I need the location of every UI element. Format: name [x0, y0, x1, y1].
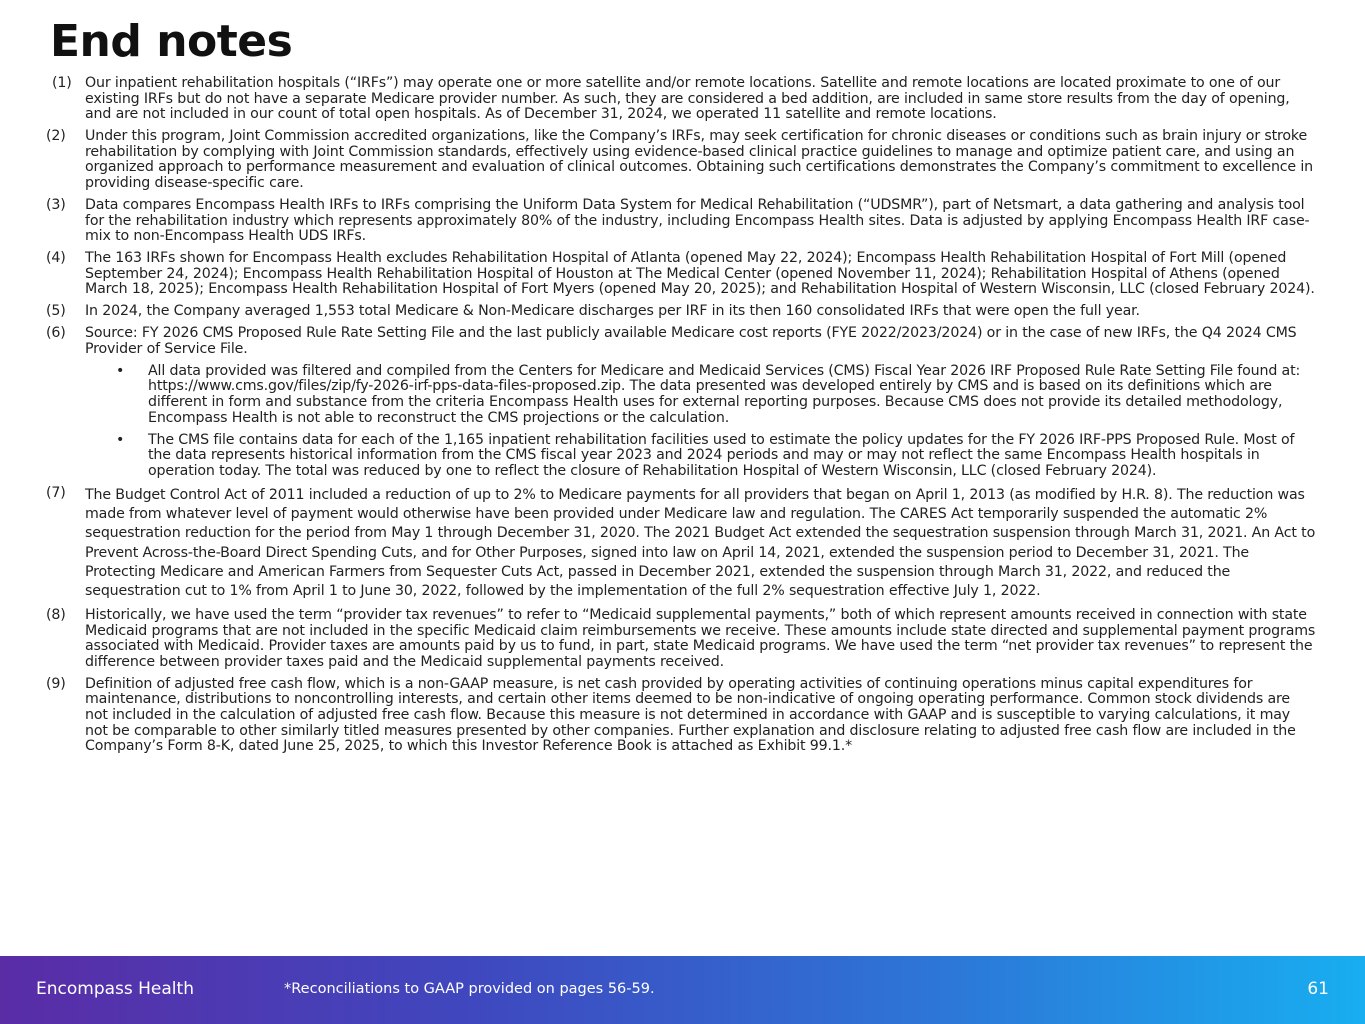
- footer-bar: [0, 956, 1365, 1024]
- note-number: (1): [52, 75, 72, 91]
- note-number: (3): [46, 196, 66, 213]
- page-title: End notes: [50, 16, 293, 67]
- note-9: [44, 677, 1316, 755]
- note-text: Under this program, Joint Commission accredited organizations, like the Company’s IRFs, may seek certification for chronic diseases or conditions such as brain injury or stroke rehabilitation by complying with Joint Commission standards, effectively using evidence-based clinical practice guidelines to manage and optimize patient care, and using an organized approach to performance measurement and evaluation of clinical outcomes. Obtaining such certifications demonstrates the Company’s commitment to excellence in providing disease-specific care.: [85, 128, 1314, 191]
- note-1: [44, 76, 1316, 123]
- note-number: (6): [46, 325, 66, 342]
- bullet-item: [112, 433, 1316, 480]
- note-number: (2): [46, 128, 66, 145]
- note-text: Our inpatient rehabilitation hospitals (“IRFs”) may operate one or more satellite and/or remote locations. Satellite and remote locations are located proximate to one of our existing IRFs but do not have a separate Medicare provider number. As such, they are considered a bed addition, are included in same store results from the day of opening, and are not included in our count of total open hospitals. As of December 31, 2024, we operated 11 satellite and remote locations.: [85, 75, 1290, 123]
- note-text: The Budget Control Act of 2011 included a reduction of up to 2% to Medicare payments for all providers that began on April 1, 2013 (as modified by H.R. 8). The reduction was made from whatever level of payment would otherwise have been provided under Medicare law and regulation. The CARES Act temporarily suspended the automatic 2% sequestration reduction for the period from May 1 through December 31, 2020. The 2021 Budget Act extended the sequestration suspension through March 31, 2021. An Act to Prevent Across-the-Board Direct Spending Cuts, and for Other Purposes, signed into law on April 14, 2021, extended the suspension period to December 31, 2021. The Protecting Medicare and American Farmers from Sequester Cuts Act, passed in December 2021, extended the suspension through March 31, 2022, and reduced the sequestration cut to 1% from April 1 to June 30, 2022, followed by the implementation of the full 2% sequestration effective July 1, 2022.: [85, 486, 1316, 600]
- note-text: Data compares Encompass Health IRFs to IRFs comprising the Uniform Data System for Medical Rehabilitation (“UDSMR”), part of Netsmart, a data gathering and analysis tool for the rehabilitation industry which represents approximately 80% of the industry, including Encompass Health sites. Data is adjusted by applying Encompass Health IRF case-mix to non-Encompass Health UDS IRFs.: [85, 196, 1310, 245]
- note-number: (7): [46, 484, 66, 501]
- note-2: [44, 129, 1316, 191]
- note-number: (4): [46, 250, 66, 267]
- note-6-bullet-list: [44, 364, 1316, 480]
- note-4: [44, 251, 1316, 298]
- note-8: [44, 608, 1316, 670]
- bullet-text: All data provided was filtered and compiled from the Centers for Medicare and Medicaid Services (CMS) Fiscal Year 2026 IRF Proposed Rule Rate Setting File found at: https://www.cms.gov/files/zip/fy-2026-irf-pps-data-files-proposed.zip. The data presented was developed entirely by CMS and is based on its definitions which are different in form and substance from the criteria Encompass Health uses for external reporting purposes. Because CMS does not provide its detailed methodology, Encompass Health is not able to reconstruct the CMS projections or the calculation.: [148, 362, 1301, 426]
- end-notes-list: [44, 76, 1316, 761]
- note-6: [44, 326, 1316, 357]
- note-5: [44, 304, 1316, 320]
- note-3: [44, 198, 1316, 245]
- bullet-item: [112, 364, 1316, 426]
- note-7: [44, 486, 1316, 602]
- note-text: The 163 IRFs shown for Encompass Health excludes Rehabilitation Hospital of Atlanta (opened May 22, 2024); Encompass Health Rehabilitation Hospital of Fort Mill (opened September 24, 2024); Encompass Health Rehabilitation Hospital of Houston at The Medical Center (opened November 11, 2024); Rehabilitation Hospital of Athens (opened March 18, 2025); Encompass Health Rehabilitation Hospital of Fort Myers (opened May 20, 2025); and Rehabilitation Hospital of Western Wisconsin, LLC (closed February 2024).: [85, 250, 1315, 298]
- bullet-icon: •: [116, 362, 125, 379]
- page-number: 61: [1307, 979, 1329, 999]
- bullet-text: The CMS file contains data for each of the 1,165 inpatient rehabilitation facilities used to estimate the policy updates for the FY 2026 IRF-PPS Proposed Rule. Most of the data represents historical information from the CMS fiscal year 2023 and 2024 periods and may or may not reflect the same Encompass Health hospitals in operation today. The total was reduced by one to reflect the closure of Rehabilitation Hospital of Western Wisconsin, LLC (closed February 2024).: [148, 431, 1295, 479]
- note-number: (9): [46, 675, 66, 692]
- note-text: Source: FY 2026 CMS Proposed Rule Rate Setting File and the last publicly available Medicare cost reports (FYE 2022/2023/2024) or in the case of new IRFs, the Q4 2024 CMS Provider of Service File.: [85, 325, 1297, 357]
- note-text: Historically, we have used the term “provider tax revenues” to refer to “Medicaid supplemental payments,” both of which represent amounts received in connection with state Medicaid programs that are not included in the specific Medicaid claim reimbursements we receive. These amounts include state directed and supplemental payment programs associated with Medicaid. Provider taxes are amounts paid by us to fund, in part, state Medicaid programs. We have used the term “net provider tax revenues” to represent the difference between provider taxes paid and the Medicaid supplemental payments received.: [85, 606, 1316, 670]
- note-text: In 2024, the Company averaged 1,553 total Medicare & Non-Medicare discharges per IRF in its then 160 consolidated IRFs that were open the full year.: [85, 303, 1140, 320]
- note-number: (5): [46, 303, 66, 320]
- note-text: Definition of adjusted free cash flow, which is a non-GAAP measure, is net cash provided by operating activities of continuing operations minus capital expenditures for maintenance, distributions to noncontrolling interests, and certain other items deemed to be non-indicative of ongoing operating performance. Common stock dividends are not included in the calculation of adjusted free cash flow. Because this measure is not determined in accordance with GAAP and is susceptible to varying calculations, it may not be comparable to other similarly titled measures presented by other companies. Further explanation and disclosure relating to adjusted free cash flow are included in the Company’s Form 8-K, dated June 25, 2025, to which this Investor Reference Book is attached as Exhibit 99.1.*: [85, 675, 1296, 755]
- note-number: (8): [46, 606, 66, 623]
- bullet-icon: •: [116, 431, 125, 448]
- gaap-footnote: *Reconciliations to GAAP provided on pages 56-59.: [284, 981, 655, 997]
- company-logo-text: Encompass Health: [36, 979, 194, 999]
